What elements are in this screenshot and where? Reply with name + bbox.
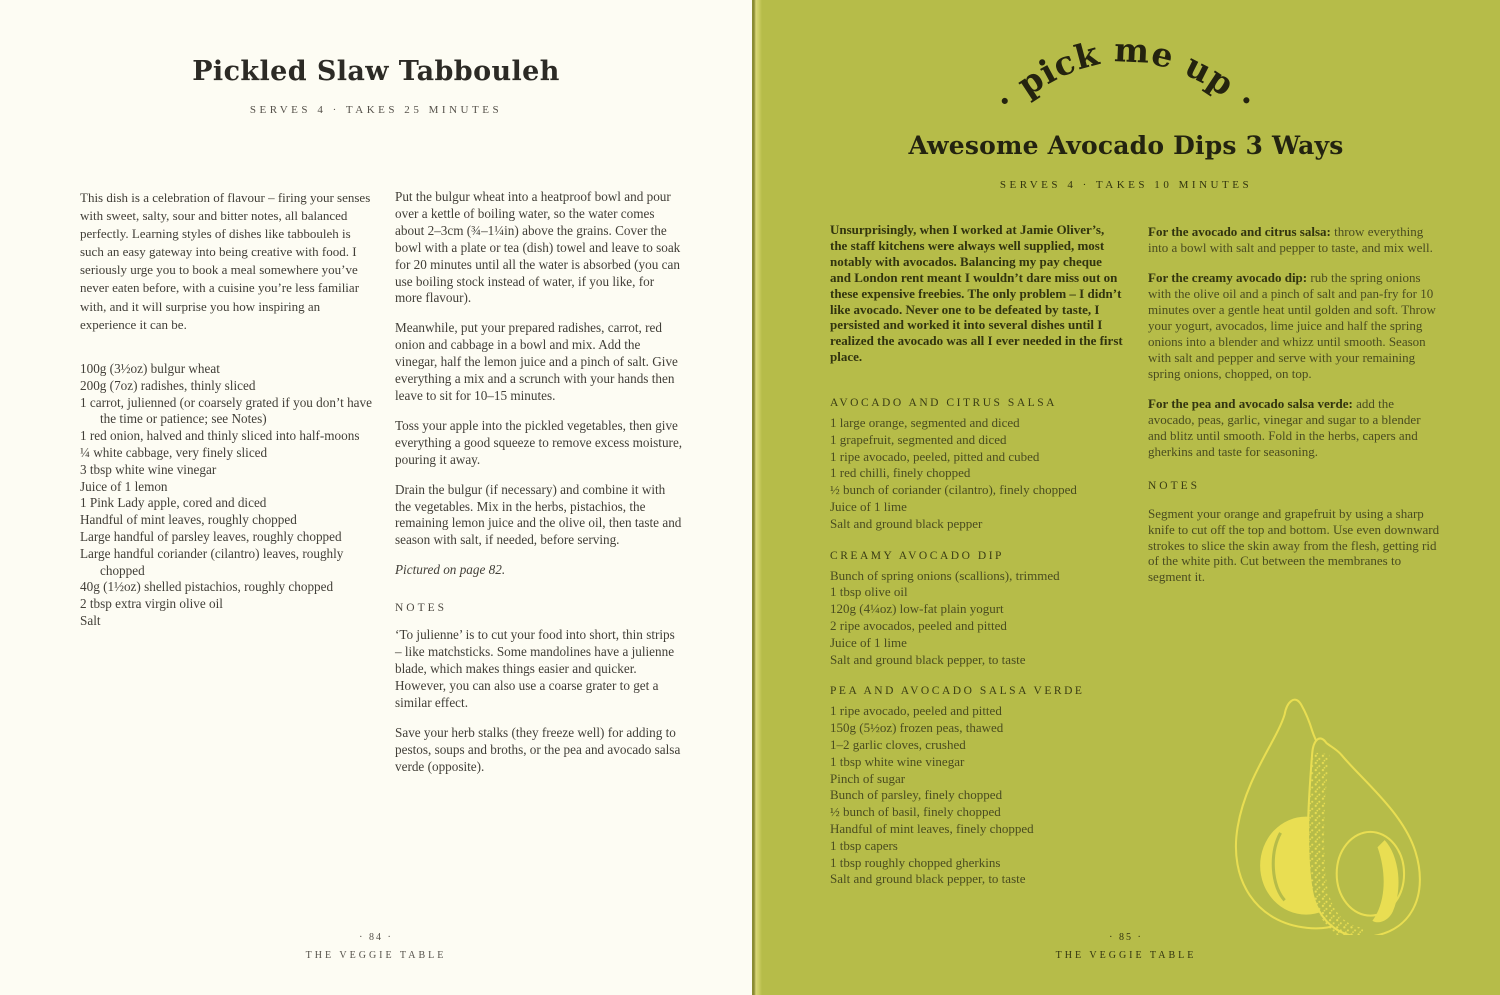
ingredient-item: 1 grapefruit, segmented and diced <box>830 431 1007 447</box>
ingredient-item: Juice of 1 lemon <box>80 478 168 494</box>
pick-me-up-label: · pick me up · <box>987 30 1265 120</box>
note-paragraph: ‘To julienne’ is to cut your food into short, thin strips – like matchsticks. Some mandolines have a julienne blade, which makes things easier and quicker. However, you can also use a coarse grater to get a similar effect. <box>395 627 675 710</box>
note-paragraph: Save your herb stalks (they freeze well) for adding to pestos, soups and broths, or the pea and avocado salsa verde (opposite). <box>395 724 681 774</box>
section-pea-avocado-salsa-verde <box>830 685 1130 888</box>
ingredient-item: 40g (1½oz) shelled pistachios, roughly chopped <box>80 579 334 595</box>
pictured-note: Pictured on page 82. <box>395 562 506 578</box>
section-heading: AVOCADO AND CITRUS SALSA <box>830 397 1057 409</box>
ingredient-item: Handful of mint leaves, roughly chopped <box>80 512 297 528</box>
method-paragraph <box>1148 224 1440 256</box>
recipe-intro-right: Unsurprisingly, when I worked at Jamie Oliver’s, the staff kitchens were always well supplied, most notably with avocados. Balancing my pay cheque and London rent meant I wouldn’t dare miss out on these expensive freebies. The only problem – I didn’t like avocado. Never one to be defeated by taste, I persisted and worked it into several dishes until I realized the avocado was all I ever needed in the first place. <box>830 222 1123 365</box>
section-heading: PEA AND AVOCADO SALSA VERDE <box>830 685 1085 698</box>
ingredient-item: 1 tbsp roughly chopped gherkins <box>830 854 1001 870</box>
recipe-title-right: Awesome Avocado Dips 3 Ways <box>908 131 1344 160</box>
right-page-footer <box>752 932 1500 961</box>
ingredient-item: Pinch of sugar <box>830 770 906 786</box>
ingredient-item: 1 tbsp capers <box>830 837 898 853</box>
intro-column <box>80 189 372 334</box>
method-text: rub the spring onions with the olive oil and a pinch of salt and pan-fry for 10 minutes over a gentle heat until golden and soft. Throw your yogurt, avocados, lime juice and half the spring onions into a blender and whizz until smooth. Season with salt and pepper and serve with your remaining spring onions, chopped, on top. <box>1148 270 1436 381</box>
page-number: · 85 · <box>1109 932 1143 943</box>
method-column-right <box>1148 224 1440 585</box>
avocado-line-art-svg <box>1207 690 1447 935</box>
ingredient-item: Juice of 1 lime <box>830 498 907 514</box>
method-paragraph: Meanwhile, put your prepared radishes, carrot, red onion and cabbage in a bowl and mix. Add the vinegar, half the lemon juice and a pinch of salt. Give everything a mix and a scrunch with your hands then leave to sit for 10–15 minutes. <box>395 320 678 403</box>
chapter-arc-mark <box>966 30 1286 133</box>
ingredient-item: 1 red onion, halved and thinly sliced into half-moons <box>80 428 360 444</box>
ingredient-item: 200g (7oz) radishes, thinly sliced <box>80 377 256 393</box>
right-page <box>752 0 1500 995</box>
ingredient-item: Large handful of parsley leaves, roughly chopped <box>80 528 342 544</box>
ingredient-item: 150g (5½oz) frozen peas, thawed <box>830 720 1004 736</box>
ingredient-item: Salt and ground black pepper, to taste <box>830 871 1026 887</box>
method-paragraph: Drain the bulgur (if necessary) and combine it with the vegetables. Mix in the herbs, pistachios, the remaining lemon juice and the olive oil, then taste and season with salt, if needed, before serving. <box>395 481 682 548</box>
method-text: add the avocado, peas, garlic, vinegar and sugar to a blender and blitz until smooth. Fold in the herbs, capers and gherkins and taste for seasoning. <box>1148 396 1421 459</box>
method-lead: For the avocado and citrus salsa: <box>1148 224 1331 239</box>
section-items <box>830 568 1130 669</box>
ingredient-item: Bunch of parsley, finely chopped <box>830 787 1003 803</box>
left-page-footer <box>0 932 752 961</box>
section-items <box>830 703 1130 888</box>
section-items <box>830 415 1130 533</box>
ingredient-item: 1 carrot, julienned (or coarsely grated if you don’t have the time or patience; see Notes) <box>80 394 372 427</box>
method-lead: For the pea and avocado salsa verde: <box>1148 396 1353 411</box>
ingredient-item: 1 large orange, segmented and diced <box>830 415 1020 430</box>
svg-text:· pick me up · <box>988 30 1264 119</box>
notes-paragraph-right: Segment your orange and grapefruit by using a sharp knife to cut off the top and bottom. Use even downward strokes to slice the skin away from the flesh, getting rid of the white pith. Cut between the membranes to segment it. <box>1148 506 1440 585</box>
recipe-intro: This dish is a celebration of flavour – firing your senses with sweet, salty, sour and bitter notes, all balanced perfectly. Learning styles of dishes like tabbouleh is such an easy gateway into being creative with food. I seriously urge you to book a meal somewhere you’ve never eaten before, with a cuisine you’re less familiar with, and it will surprise you how inspiring an experience it can be. <box>80 190 371 332</box>
avocado-illustration <box>1207 690 1447 935</box>
ingredient-item: 1 tbsp olive oil <box>830 584 908 600</box>
ingredient-item: 2 ripe avocados, peeled and pitted <box>830 617 1007 633</box>
method-text: throw everything into a bowl with salt and pepper to taste, and mix well. <box>1148 224 1433 255</box>
intro-column-right <box>830 222 1124 365</box>
notes-heading-right: NOTES <box>1148 480 1201 492</box>
method-lead: For the creamy avocado dip: <box>1148 270 1308 285</box>
section-creamy-avocado-dip <box>830 550 1130 669</box>
section-heading: CREAMY AVOCADO DIP <box>830 549 1004 562</box>
ingredient-item: 1 Pink Lady apple, cored and diced <box>80 495 267 511</box>
ingredient-sections <box>830 397 1130 905</box>
serves-line-right: SERVES 4 · TAKES 10 MINUTES <box>999 179 1253 191</box>
ingredient-item: Salt and ground black pepper, to taste <box>830 651 1026 667</box>
ingredient-item: 100g (3½oz) bulgur wheat <box>80 361 220 376</box>
method-paragraphs-right <box>1148 224 1440 460</box>
book-title: THE VEGGIE TABLE <box>305 950 447 961</box>
ingredient-item: Large handful coriander (cilantro) leaves, roughly chopped <box>80 545 344 578</box>
ingredient-item: Juice of 1 lime <box>830 634 907 650</box>
ingredient-item: Salt and ground black pepper <box>830 515 983 531</box>
ingredient-item: Salt <box>80 612 101 628</box>
ingredient-item: 1 red chilli, finely chopped <box>830 465 971 481</box>
pick-me-up-arc-svg <box>966 30 1286 133</box>
method-paragraph <box>1148 396 1440 460</box>
notes-heading: NOTES <box>395 602 448 615</box>
ingredient-item: 1–2 garlic cloves, crushed <box>830 736 966 752</box>
ingredient-item: 1 ripe avocado, peeled and pitted <box>830 703 1002 719</box>
ingredient-item: 1 ripe avocado, peeled, pitted and cubed <box>830 448 1040 464</box>
method-paragraphs <box>395 189 683 549</box>
ingredient-item: ½ bunch of basil, finely chopped <box>830 804 1001 820</box>
page-number: · 84 · <box>359 932 393 943</box>
ingredient-item: Bunch of spring onions (scallions), trimmed <box>830 567 1060 583</box>
ingredients-list <box>80 361 380 630</box>
ingredient-item: 120g (4¼oz) low-fat plain yogurt <box>830 601 1004 617</box>
method-paragraph: Toss your apple into the pickled vegetables, then give everything a good squeeze to remove excess moisture, pouring it away. <box>395 417 683 467</box>
ingredient-item: 1 tbsp white wine vinegar <box>830 753 965 769</box>
method-paragraph: Put the bulgur wheat into a heatproof bowl and pour over a kettle of boiling water, so the water comes about 2–3cm (¾–1¼in) above the grains. Cover the bowl with a plate or tea (dish) towel and leave to soak for 20 minutes until all the water is absorbed (you can use boiling stock instead of water, if you like, for more flavour). <box>395 189 681 306</box>
ingredient-item: Handful of mint leaves, finely chopped <box>830 820 1034 836</box>
method-paragraph <box>1148 270 1440 382</box>
recipe-title: Pickled Slaw Tabbouleh <box>192 56 560 87</box>
book-title: THE VEGGIE TABLE <box>1055 950 1197 961</box>
ingredient-item: 3 tbsp white wine vinegar <box>80 461 217 477</box>
notes-paragraphs <box>395 627 683 775</box>
ingredient-item: 2 tbsp extra virgin olive oil <box>80 596 223 612</box>
serves-line: SERVES 4 · TAKES 25 MINUTES <box>249 104 503 116</box>
method-column <box>395 189 683 788</box>
ingredient-item: ¼ white cabbage, very finely sliced <box>80 444 268 460</box>
ingredient-item: ½ bunch of coriander (cilantro), finely chopped <box>830 482 1077 498</box>
section-avocado-citrus-salsa <box>830 397 1130 533</box>
